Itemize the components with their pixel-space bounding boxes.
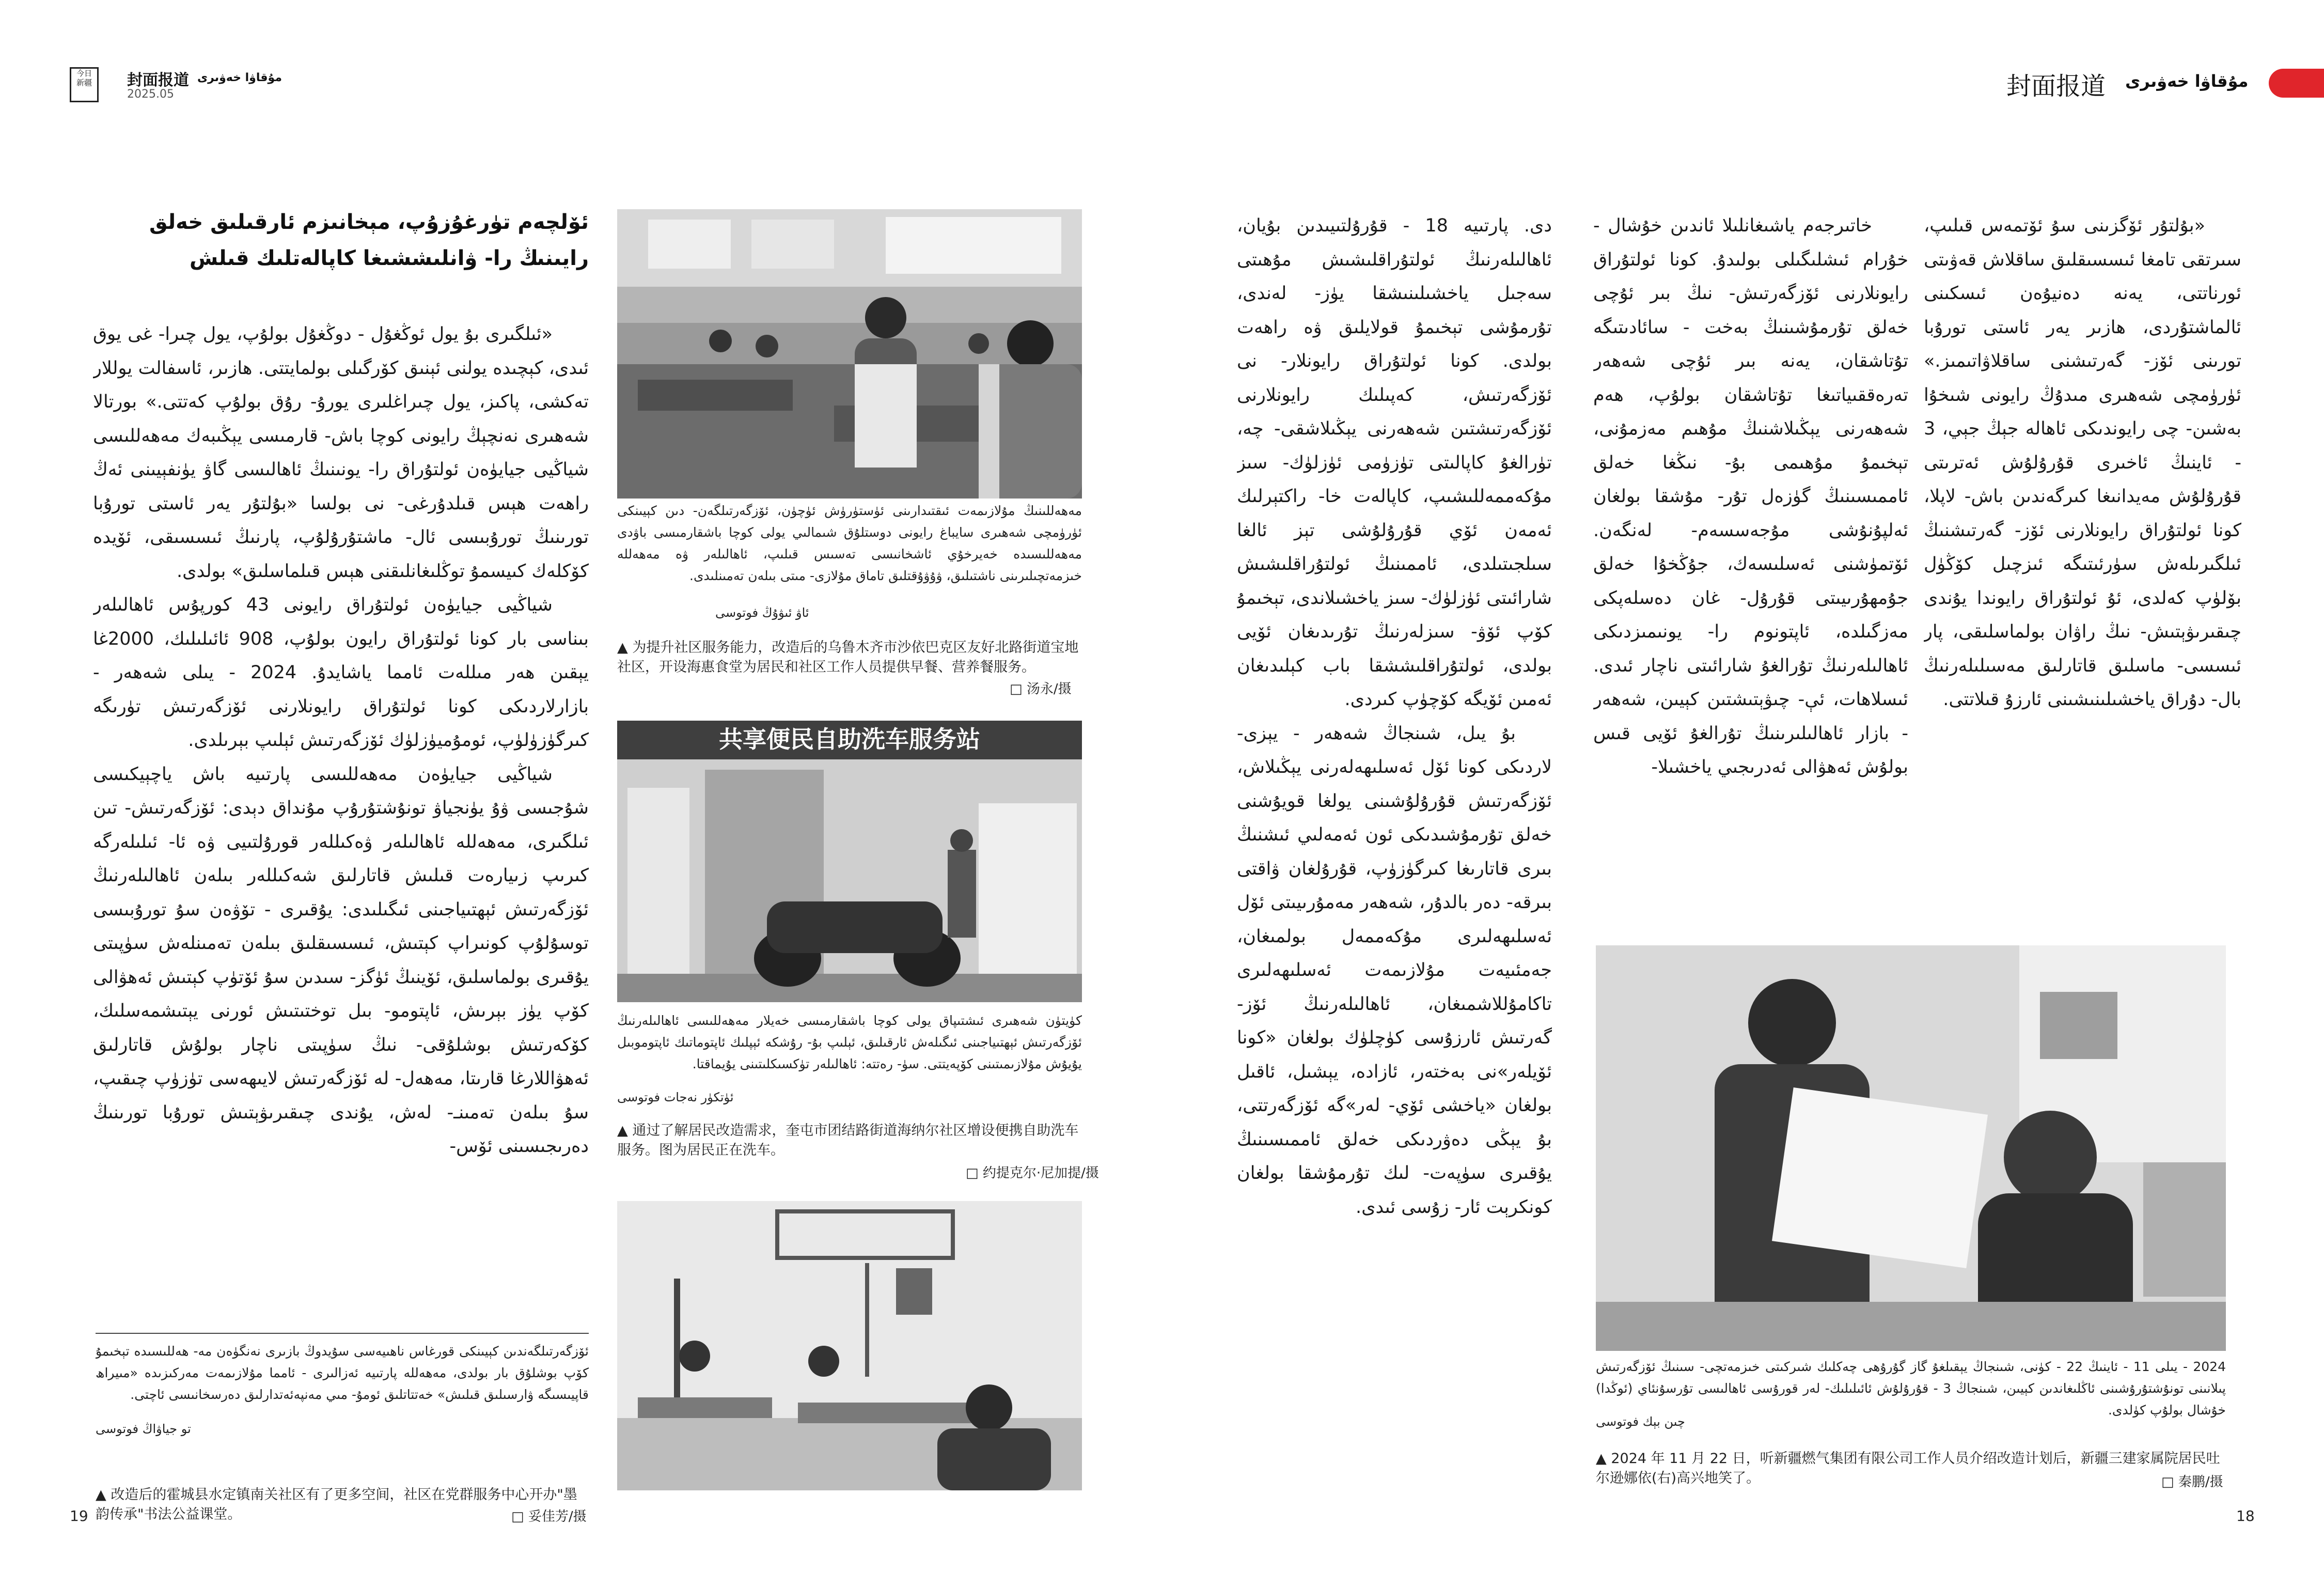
- right-article-column-b: [1593, 209, 1908, 896]
- right-page-number: 18: [2236, 1507, 2255, 1524]
- paragraph: خاتىرجەم ياشىغانلىلا ئاندىن خۇشال - خۇرام ئىشلىگىلى بولىدۇ. كونا ئولتۇراق رايونلارنى ئۆزگەرتىش- نىڭ بىر ئۇچى خەلق تۇرمۇشىنىڭ بەخت - سائادىتىگە تۇتاشقان، يەنە بىر ئۇچى شەھەر تەرەققىياتىغا تۇتاشقان بولۇپ، ھەم شەھەرنى يېڭىلاشنىڭ مۇھىم مەزمۇنى، تېخىمۇ مۇھىمى بۇ- نىڭغا خەلق ئاممىسىنىڭ گۈزەل تۇر- مۇشقا بولغان ئەلپۇنۇشى مۇجەسسەم- لەنگەن. ئۆتمۈشنى ئەسلىسەك، جۇڭخۇا خەلق جۇمھۇرىيىتى قۇرۇل- غان دەسلەپكى مەزگىلدە، ئاپتونوم را- يونىمىزدىكى ئاھالىلەرنىڭ تۇرالغۇ شارائىتى ناچار ئىدى. ئىسلاھات، ئې- چىۋېتىشتىن كېيىن، شەھەر - بازار ئاھالىلىرىنىڭ تۇرالغۇ ئۆيى قىس بولۇش ئەھۋالى ئەدرىجىي ياخشىلا-: [1593, 215, 1908, 777]
- car-wash-credit-cn: □ 约提克尔·尼加提/摄: [966, 1165, 1099, 1181]
- paragraph: بۇ يىل، شىنجاڭ شەھەر - يېزى- لاردىكى كونا ئۆل ئەسلىھەلەرنى يېڭىلاش، ئۆزگەرتىش قۇرۇلۇشىنى يولغا قويۇشنى خەلق تۇرمۇشىدىكى ئون ئەمەلىي ئىشنىڭ بىرى قاتارىغا كىرگۈزۈپ، قۇرۇلغان ۋاقتى بىرقە- دەر بالدۇر، شەھەر مەمۇرىيىتى ئۆل ئەسلىھەلىرى مۇكەممەل بولمىغان، جەمئىيەت مۇلازىمەت ئەسلىھەلىرى تاكامۇللاشمىغان، ئاھالىلەرنىڭ ئۆز- گەرتىش ئارزۇسى كۈچلۈك بولغان «كونا ئۆيلەر»نى بەختەر، ئازادە، يېشىل، ئاقىل بولغان «ياخشى ئۆي- لەر»گە ئۆزگەرتتى، بۇ يېڭى دەۋردىكى خەلق ئاممىسىنىڭ يۇقىرى سۈپەت- لىك تۇرمۇشقا بولغان كونكرېت ئار- زۇسى ئىدى.: [1237, 723, 1552, 1218]
- footnote-credit-cn: □ 妥佳芳/摄: [511, 1509, 587, 1524]
- right-section-title-ug: مۇقاۋا خەۋىرى: [2125, 71, 2249, 91]
- resident-plan-credit-cn: □ 秦鹏/摄: [2161, 1474, 2223, 1490]
- canteen-caption-ug: مەھەللىنىڭ مۇلازىمەت ئىقتىدارىنى ئۈستۈرۈش ئۈچۈن، ئۆزگەرتىلگەن- دىن كېيىنكى ئۈرۈمچى شەھىرى سايباغ رايونى دوستلۇق شىمالىي يولى كوچا باشقارمىسى باۋدى مەھەللىسىدە خەيرخۇي ئاشخانىسى تەسىس قىلىپ، ئاھالىلەر ۋە مەھەللە خىزمەتچىلىرىنى ناشتىلىق، ۋۇۋۇقتلىق تاماق مۇلازى- مىتى بىلەن تەمىنلىدى.: [617, 503, 1082, 583]
- car-wash-credit-ug: ئۈتكۈر نەجات فوتوسى: [617, 1090, 734, 1104]
- right-article-column-c: [1924, 209, 2241, 932]
- resident-plan-caption-cn: ▲ 2024 年 11 月 22 日，听新疆燃气集团有限公司工作人员介绍改造计划后，新疆三建家属院居民吐尔逊娜依(右)高兴地笑了。: [1596, 1451, 2220, 1486]
- canteen-photo: [617, 209, 1082, 499]
- paragraph: دى. پارتىيە 18 - قۇرۇلتىيىدىن بۇيان، ئاھالىلەرنىڭ ئولتۇراقلىشىش مۇھىتى سەجىل ياخشىلىنىشقا يۈز- لەندى، تۇرمۇشى تېخىمۇ قولايلىق ۋە راھەت بولدى. كونا ئولتۇراق رايونلار- نى ئۆزگەرتىش، كەپىلىك رايونلارنى ئۆزگەرتىشتىن شەھەرنى يېڭىلاشقى- چە، تۈرالغۇ كاپالىتى تۈزۈمى ئۈزلۈك- سىز مۇكەممەللىشىپ، كاپالەت خا- راكتېرلىك ئەمەن ئۆي قۇرۇلۇشى تېز ئالغا سىلجىتىلدى، ئاممىنىڭ ئولتۇراقلىشىش شارائىتى ئۈزلۈك- سىز ياخشىلاندى، تېخىمۇ كۆپ ئۆۋ- سىزلەرنىڭ تۇرىدىغان ئۆيى بولدى، ئولتۇراقلىششقا باب كېلىدىغان ئەمىن ئۆيگە كۆچۈپ كىردى.: [1237, 215, 1552, 710]
- publication-logo: [70, 67, 99, 102]
- paragraph: شياڭيى جيايۈەن مەھەللىسى پارتىيە باش ياچېيكىسى شۇجىسى ۋۇ يۈنجياۋ تونۇشتۇرۇپ مۇنداق دېدى: ئۆزگەرتىش- تىن ئىلگىرى، مەھەللە ئاھالىلەر ۋەكىللەر قورۇلتىيى ۋە ئا- ئىلىلەرگە كىرىپ زىيارەت قىلىش قاتارلىق شەكىللەر بىلەن ئاھالىلەرنىڭ ئۆزگەرتىش ئېھتىياجىنى ئىگىلىدى: يۇقىرى - تۆۋەن سۇ تورۇبىسى توسۇلۇپ كونىراپ كېتىش، ئىسسىقلىق بىلەن تەمىنلەش سۈپىتى يۇقىرى بولماسلىق، ئۆينىڭ ئۈگز- سىدىن سۇ ئۆتۈپ كېتىش ئەھۋالى كۆپ يۈز بېرىش، ئاپتومو- بىل توختىتىش ئورنى يېتىشمەسلىك، كۆكەرتىش بوشلۇقى- نىڭ سۈپىتى ناچار بولۇش قاتارلىق ئەھۋاللارغا قارىتا، مەھەل- لە ئۆزگەرتىش لايىھەسى تۈزۈپ چىقىپ، سۇ بىلەن تەمىنـ- لەش، يۇندى چىقىرىۋېتىش تورۇبا تورىنىڭ دەرىجىسىنى ئۆس-: [93, 764, 589, 1157]
- footnote-caption-ug: ئۆزگەرتىلگەندىن كېيىنكى قورغاس ناھىيەسى سۇيدوڭ بازىرى نەنگۈەن مە- ھەللىسىدە تېخىمۇ كۆپ بوشلۇق بار بولدى، مەھەللە پارتىيە ئەزالىرى - ئامما مۇلازىمەت مەركىزىدە «مىيراھ قاپيىسىگە ۋارسىلىق قىلىش» خەتتاتلىق ئومۇ- مىي مەنپەئەتدارلىق دەرسخانىسى ئاچتى.: [96, 1344, 589, 1402]
- left-page-number: 19: [70, 1507, 88, 1524]
- footnote-divider: [96, 1333, 589, 1334]
- left-article-body: [93, 318, 589, 1304]
- car-wash-caption-cn: ▲ 通过了解居民改造需求，奎屯市团结路街道海纳尔社区增设便携自助洗车服务。图为居民正在洗车。: [617, 1123, 1079, 1158]
- paragraph: شياڭيى جيايۈەن ئولتۇراق رايونى 43 كورپۇس ئاھالىلەر بىناسى بار كونا ئولتۇراق رايون بولۇپ، 908 ئائىلىلىك، 2000غا يېقىن ھەر مىللەت ئامما ياشايدۇ. 2024 - يىلى شەھەر - بازارلاردىكى كونا ئولتۇراق رايونلارنى ئۆزگەرتىش تۈرىگە كىرگۈزۈلۈپ، ئومۇميۈزلۈك ئۆزگەرتىش ئېلىپ بېرىلدى.: [93, 595, 589, 751]
- canteen-credit-ug: ئاۋ ئىۋۇڭ فوتوسى: [715, 605, 809, 620]
- logo-line: 新疆: [76, 78, 92, 87]
- paragraph: «ئىلگىرى بۇ يول ئوڭغۇل - دوڭغۇل بولۇپ، يول چىرا- غى يوق ئىدى، كېچىدە يولنى ئېنىق كۆرگىلى بولمايتتى. ھازىر، ئاسفالت يوللار تەكشى، پاكىز، يول چىراغلىرى يورۇ- رۇق بولۇپ كەتتى.» بورتالا شەھىرى نەنچېڭ رايونى كوچا باش- قارمىسى يېڭىبەك مەھەللىسى شياڭيى جيايۈەن ئولتۇراق را- يونىنىڭ ئاھالىسى گاۋ يۈنفېيىنى ئەڭ راھەت ھېس قىلدۇرغى- نى بولسا «بۇلتۇر يەر ئاستى تورۇبا تورىنىڭ تورۇبىسى ئال- ماشتۇرۇلۇپ، پارنىڭ ئىسسىقى، ئۆيدە كۆكلەك كىيسمۇ توڭلىغانلىقنى ھېس قىلماسلىق» بولدى.: [93, 324, 589, 582]
- right-section-title: 封面报道: [2006, 72, 2106, 101]
- logo-line: 今日: [76, 69, 92, 78]
- car-wash-caption-ug: كۈيتۈن شەھىرى ئىشتىپاق يولى كوچا باشقارمىسى خەيلار مەھەللىسى ئاھالىلەرنىڭ ئۆزگەرتىش ئېھتىياجىنى ئىگىلەش ئارقىلىق، ئېلىپ بۇ- رۇشكە ئېپلىك ئاپتوماتىك ئاپتوموبىل يۇيۇش مۇلازىمىتىنى كۆپەيتتى. سۈ- رەتتە: ئاھالىلەر تۈكسىكلىتىنى يۇيماقتا.: [617, 1013, 1082, 1071]
- footnote-caption-cn: ▲ 改造后的霍城县水定镇南关社区有了更多空间，社区在党群服务中心开办"墨韵传承"书法公益课堂。: [96, 1487, 577, 1522]
- left-section-title-ug: مۇقاۋا خەۋىرى: [197, 71, 282, 84]
- left-section-title: 封面报道: [127, 71, 189, 89]
- section-accent-tab: [2269, 69, 2324, 98]
- canteen-credit-cn: □ 汤永/摄: [1010, 681, 1072, 697]
- paragraph: «بۇلتۇر ئۆگزىنى سۇ ئۆتمەس قىلىپ، سىرتقى تامغا ئىسسىقلىق ساقلاش قەۋىتى ئورناتتى، يەنە دەنيۇەن ئىسكىنى ئالماشتۇردى، ھازىر يەر ئاستى تورۇبا تورىنى ئۆز- گەرتىشنى ساقلاۋاتىمىز.» ئۈرۈمچى شەھىرى مىدۇڭ رايونى شىخۇا بەشىن- چى رايوندىكى ئاھالە جېڭ جېي، 3 - ئاينىڭ ئاخىرى قۇرۇلۇش ئەترىتى قۇرۇلۇش مەيدانىغا كىرگەندىن باش- لاپلا، كونا ئولتۇراق رايونلارنى ئۆز- گەرتىشنىڭ ئىلگىرىلەش سۈرئىتىگە ئىزچىل كۆڭۈل بۆلۈپ كەلدى، ئۇ ئولتۇراق رايوندا يۇندى چىقىرىۋېتىش- نىڭ راۋان بولماسلىقى، پار ئىسسى- ماسلىق قاتارلىق مەسىلىلەرنىڭ بال- دۇراق ياخشىلىنىشىنى ئارزۇ قىلاتتى.: [1924, 215, 2241, 710]
- car-wash-sign: 共享便民自助洗车服务站: [719, 725, 980, 753]
- footnote-credit-ug: تو جياۋاڭ فوتوسى: [96, 1422, 191, 1436]
- resident-plan-photo: [1596, 945, 2226, 1351]
- issue-date: 2025.05: [127, 88, 174, 101]
- car-wash-photo: [617, 721, 1082, 1002]
- canteen-caption-cn: ▲ 为提升社区服务能力，改造后的乌鲁木齐市沙依巴克区友好北路街道宝地社区，开设海惠食堂为居民和社区工作人员提供早餐、营养餐服务。: [617, 640, 1079, 675]
- left-article-heading: ئۆلچەم تۈرغۇزۇپ، مېخانىزم ئارقىلىق خەلق رايىنىڭ را- ۋانلىششىغا كاپالەتلىك قىلش: [149, 210, 589, 270]
- resident-plan-caption-ug: 2024 - يىلى 11 - ئاينىڭ 22 - كۈنى، شىنجاڭ يېقىلغۇ گاز گۇرۇھى چەكلىك شىركىتى خىزمەتچى- سىنىڭ ئۆزگەرتىش پىلانىنى تونۇشتۇرۇشىنى ئاڭلىغاندىن كېيىن، شىنجاڭ 3 - قۇرۇلۇش ئائىلىلىك- لەر قورۇسى ئاھالىسى تۇرسۇنئاي (ئوڭدا) خۇشال بولۇپ كۈلدى.: [1596, 1359, 2226, 1418]
- calligraphy-class-photo: [617, 1201, 1082, 1490]
- resident-plan-credit-ug: چىن بېك فوتوسى: [1596, 1414, 1685, 1429]
- right-article-column-a: [1237, 209, 1552, 1511]
